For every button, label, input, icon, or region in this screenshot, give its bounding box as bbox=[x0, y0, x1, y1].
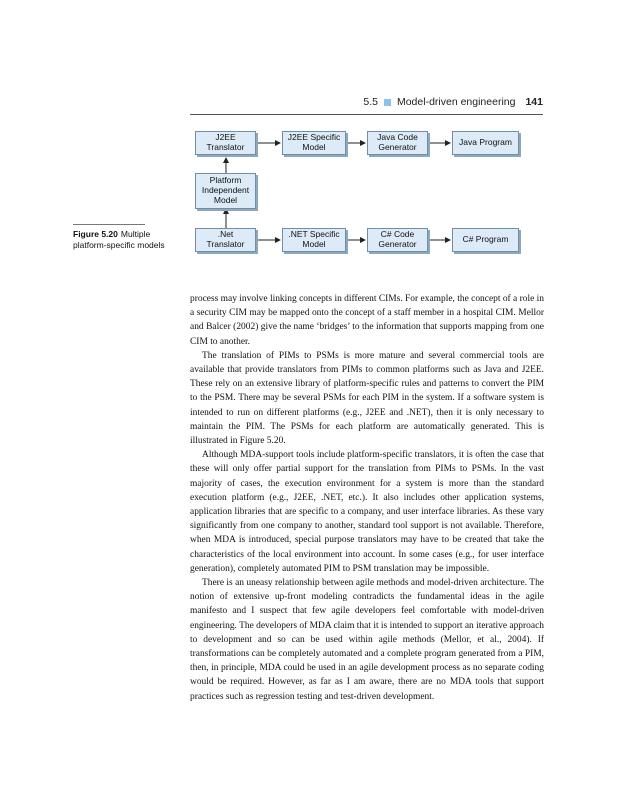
figure-caption-text: Multiple platform-specific models bbox=[73, 229, 165, 250]
section-number: 5.5 bbox=[363, 96, 378, 108]
java-code-generator-box: Java Code Generator bbox=[367, 131, 428, 155]
figure-caption bbox=[73, 229, 185, 251]
paragraph: process may involve linking concepts in different CIMs. For example, the concept of a role in a security CIM may be mapped onto the concept of a staff member in a hospital CIM. Mellor and Balcer (2002) give the name ‘bridges’ to the information that supports mapping from one CIM to another. bbox=[190, 294, 544, 347]
body-text bbox=[190, 292, 544, 704]
paragraph: There is an uneasy relationship between agile methods and model-driven architecture. The notion of extensive up-front modeling contradicts the fundamental ideas in the agile manifesto and I suspect that few agile developers feel comfortable with model-driven engineering. The developers of MDA claim that it is intended to support an iterative approach to development and so can be used within agile methods (Mellor, et al., 2004). If transformations can be completely automated and a complete program generated from a PIM, then, in principle, MDA could be used in an agile development process as no separate coding would be required. However, as far as I am aware, there are no MDA tools that support practices such as regression testing and test-driven development. bbox=[190, 578, 544, 702]
page-number: 141 bbox=[525, 96, 543, 108]
net-specific-model-box: .NET Specific Model bbox=[282, 228, 346, 252]
caption-divider bbox=[73, 224, 145, 225]
j2ee-translator-box: J2EE Translator bbox=[195, 131, 256, 155]
j2ee-specific-model-box: J2EE Specific Model bbox=[282, 131, 346, 155]
csharp-code-generator-box: C# Code Generator bbox=[367, 228, 428, 252]
net-translator-box: .Net Translator bbox=[195, 228, 256, 252]
paragraph: The translation of PIMs to PSMs is more mature and several commercial tools are available that provide translators from PIMs to common platforms such as Java and J2EE. These rely on an extensive library of platform-specific rules and patterns to convert the PIM to the PSM. There may be several PSMs for each PIM in the system. If a software system is intended to run on different platforms (e.g., J2EE and .NET), then it is only necessary to maintain the PIM. The PSMs for each platform are automatically generated. This is illustrated in Figure 5.20. bbox=[190, 350, 544, 447]
paragraph: Although MDA-support tools include platform-specific translators, it is often the case that these will only offer partial support for the translation from PIMs to PSMs. In the vast majority of cases, the execution environment for a system is more than the standard execution platform (e.g., J2EE, .NET, etc.). It also includes other application systems, application libraries that are specific to a company, and user interface libraries. As these vary significantly from one company to another, standard tool support is not available. Therefore, when MDA is introduced, special purpose translators may have to be created that take the characteristics of the local environment into account. In some cases (e.g., for user interface generation), completely automated PIM to PSM translation may be impossible. bbox=[190, 450, 544, 574]
java-program-box: Java Program bbox=[452, 131, 519, 155]
csharp-program-box: C# Program bbox=[452, 228, 519, 252]
platform-independent-model-box: Platform Independent Model bbox=[195, 173, 256, 209]
figure-number: Figure 5.20 bbox=[73, 229, 118, 239]
section-title: Model-driven engineering bbox=[396, 96, 516, 108]
